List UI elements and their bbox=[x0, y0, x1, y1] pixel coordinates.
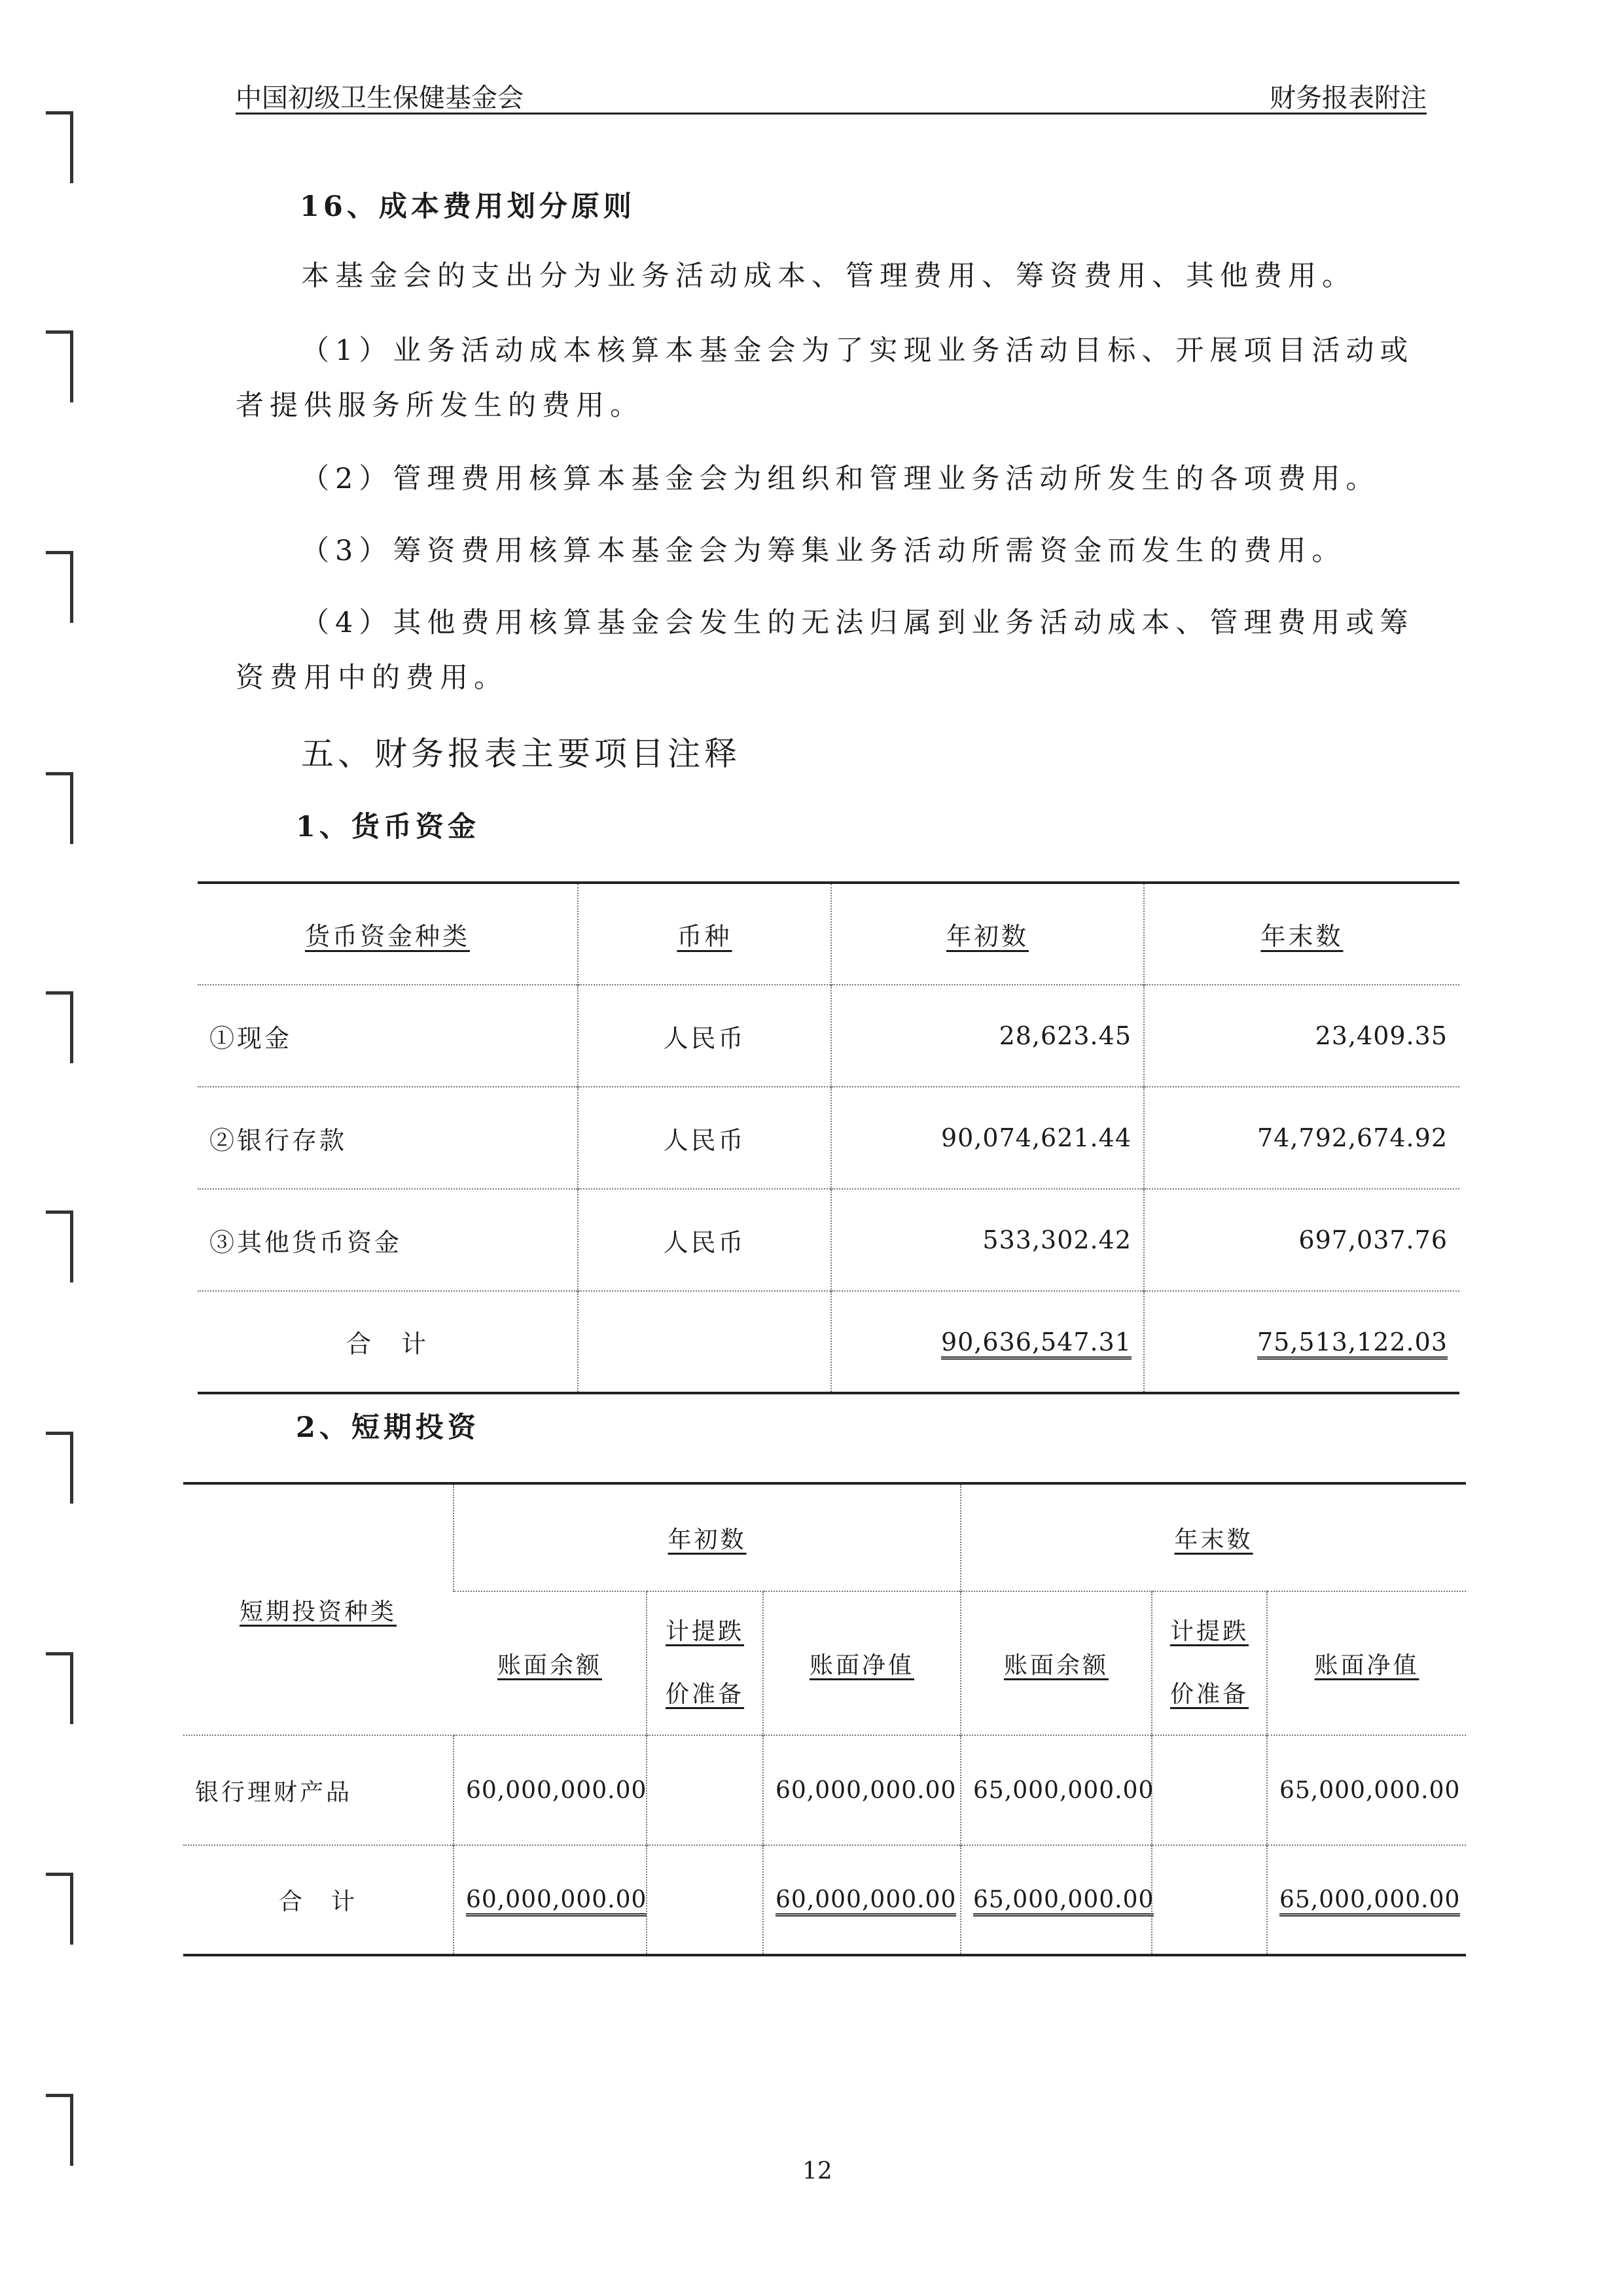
currency-cell: 人民币 bbox=[578, 1189, 831, 1291]
investment-type-header: 短期投资种类 bbox=[239, 1598, 397, 1625]
binder-mark bbox=[46, 772, 73, 844]
table-row bbox=[198, 1189, 1459, 1291]
column-header: 年末数 bbox=[1260, 922, 1344, 951]
book-balance-header: 账面余额 bbox=[497, 1651, 602, 1679]
begin-amount-cell: 533,302.42 bbox=[831, 1189, 1144, 1291]
total-end-balance: 65,000,000.00 bbox=[973, 1886, 1154, 1916]
section-16-item-1-line-1: （1）业务活动成本核算本基金会为了实现业务活动目标、开展项目活动或 bbox=[301, 334, 1414, 367]
section-16-item-3: （3）筹资费用核算本基金会为筹集业务活动所需资金而发生的费用。 bbox=[301, 535, 1346, 567]
cash-table bbox=[198, 881, 1459, 1394]
book-net-header: 账面净值 bbox=[809, 1651, 914, 1679]
table-row bbox=[198, 1087, 1459, 1189]
begin-provision-cell bbox=[647, 1735, 763, 1845]
table-total-row bbox=[183, 1845, 1466, 1955]
end-of-year-header: 年末数 bbox=[1174, 1526, 1253, 1553]
total-begin-provision bbox=[647, 1845, 763, 1955]
table-row bbox=[183, 1735, 1466, 1845]
binder-mark bbox=[46, 1873, 73, 1945]
section-16-item-4-line-1: （4）其他费用核算基金会发生的无法归属到业务活动成本、管理费用或筹 bbox=[301, 607, 1414, 639]
section-16-heading: 16、成本费用划分原则 bbox=[300, 190, 635, 223]
book-balance-header: 账面余额 bbox=[1003, 1651, 1109, 1679]
cash-category-cell: ②银行存款 bbox=[198, 1087, 578, 1189]
column-header: 币种 bbox=[677, 922, 732, 951]
binder-mark bbox=[46, 2094, 73, 2166]
table-header-row bbox=[183, 1483, 1466, 1591]
begin-balance-cell: 60,000,000.00 bbox=[454, 1735, 647, 1845]
end-provision-cell bbox=[1152, 1735, 1267, 1845]
total-end-amount: 75,513,122.03 bbox=[1257, 1328, 1448, 1360]
total-begin-amount: 90,636,547.31 bbox=[941, 1328, 1132, 1360]
table-row bbox=[198, 985, 1459, 1087]
binder-mark bbox=[46, 551, 73, 623]
total-end-provision bbox=[1152, 1845, 1267, 1955]
cash-category-cell: ①现金 bbox=[198, 985, 578, 1087]
end-amount-cell: 74,792,674.92 bbox=[1144, 1087, 1459, 1189]
document-section-title: 财务报表附注 bbox=[1270, 83, 1427, 113]
end-amount-cell: 23,409.35 bbox=[1144, 985, 1459, 1087]
total-end-net: 65,000,000.00 bbox=[1279, 1886, 1460, 1916]
table-total-row bbox=[198, 1291, 1459, 1393]
table-header-row bbox=[198, 883, 1459, 985]
section-16-item-2: （2）管理费用核算本基金会为组织和管理业务活动所发生的各项费用。 bbox=[301, 463, 1380, 495]
section-16-item-1-line-2: 者提供服务所发生的费用。 bbox=[236, 389, 644, 422]
total-begin-net: 60,000,000.00 bbox=[776, 1886, 956, 1916]
cash-heading: 1、货币资金 bbox=[296, 811, 480, 843]
begin-amount-cell: 28,623.45 bbox=[831, 985, 1144, 1087]
empty-cell bbox=[578, 1291, 831, 1393]
binder-mark bbox=[46, 1652, 73, 1724]
provision-header-line-2: 价准备 bbox=[1169, 1681, 1249, 1708]
column-header: 年初数 bbox=[946, 922, 1029, 951]
cash-category-cell: ③其他货币资金 bbox=[198, 1189, 578, 1291]
end-balance-cell: 65,000,000.00 bbox=[961, 1735, 1152, 1845]
section-16-item-4-line-2: 资费用中的费用。 bbox=[236, 662, 508, 694]
investment-type-cell: 银行理财产品 bbox=[183, 1735, 454, 1845]
section-16-intro: 本基金会的支出分为业务活动成本、管理费用、筹资费用、其他费用。 bbox=[301, 260, 1356, 292]
column-header: 货币资金种类 bbox=[304, 922, 470, 951]
provision-header-line-2: 价准备 bbox=[665, 1681, 744, 1708]
total-begin-balance: 60,000,000.00 bbox=[466, 1886, 647, 1916]
end-amount-cell: 697,037.76 bbox=[1144, 1189, 1459, 1291]
page-number: 12 bbox=[802, 2158, 832, 2185]
end-net-cell: 65,000,000.00 bbox=[1267, 1735, 1466, 1845]
total-label: 合 计 bbox=[198, 1291, 578, 1393]
binder-mark bbox=[46, 111, 73, 183]
binder-mark bbox=[46, 1432, 73, 1504]
book-net-header: 账面净值 bbox=[1314, 1651, 1419, 1679]
organization-name: 中国初级卫生保健基金会 bbox=[236, 83, 524, 113]
currency-cell: 人民币 bbox=[578, 1087, 831, 1189]
provision-header-line-1: 计提跌 bbox=[1169, 1618, 1249, 1645]
investment-heading: 2、短期投资 bbox=[296, 1411, 480, 1444]
currency-cell: 人民币 bbox=[578, 985, 831, 1087]
provision-header-line-1: 计提跌 bbox=[665, 1618, 744, 1645]
binder-mark bbox=[46, 1210, 73, 1282]
total-label: 合 计 bbox=[183, 1845, 454, 1955]
begin-net-cell: 60,000,000.00 bbox=[763, 1735, 961, 1845]
begin-amount-cell: 90,074,621.44 bbox=[831, 1087, 1144, 1189]
binder-mark bbox=[46, 330, 73, 402]
section-5-heading: 五、财务报表主要项目注释 bbox=[301, 735, 741, 773]
begin-of-year-header: 年初数 bbox=[668, 1526, 747, 1553]
page-header bbox=[236, 73, 1427, 115]
binder-mark bbox=[46, 991, 73, 1063]
investment-table bbox=[183, 1482, 1466, 1956]
